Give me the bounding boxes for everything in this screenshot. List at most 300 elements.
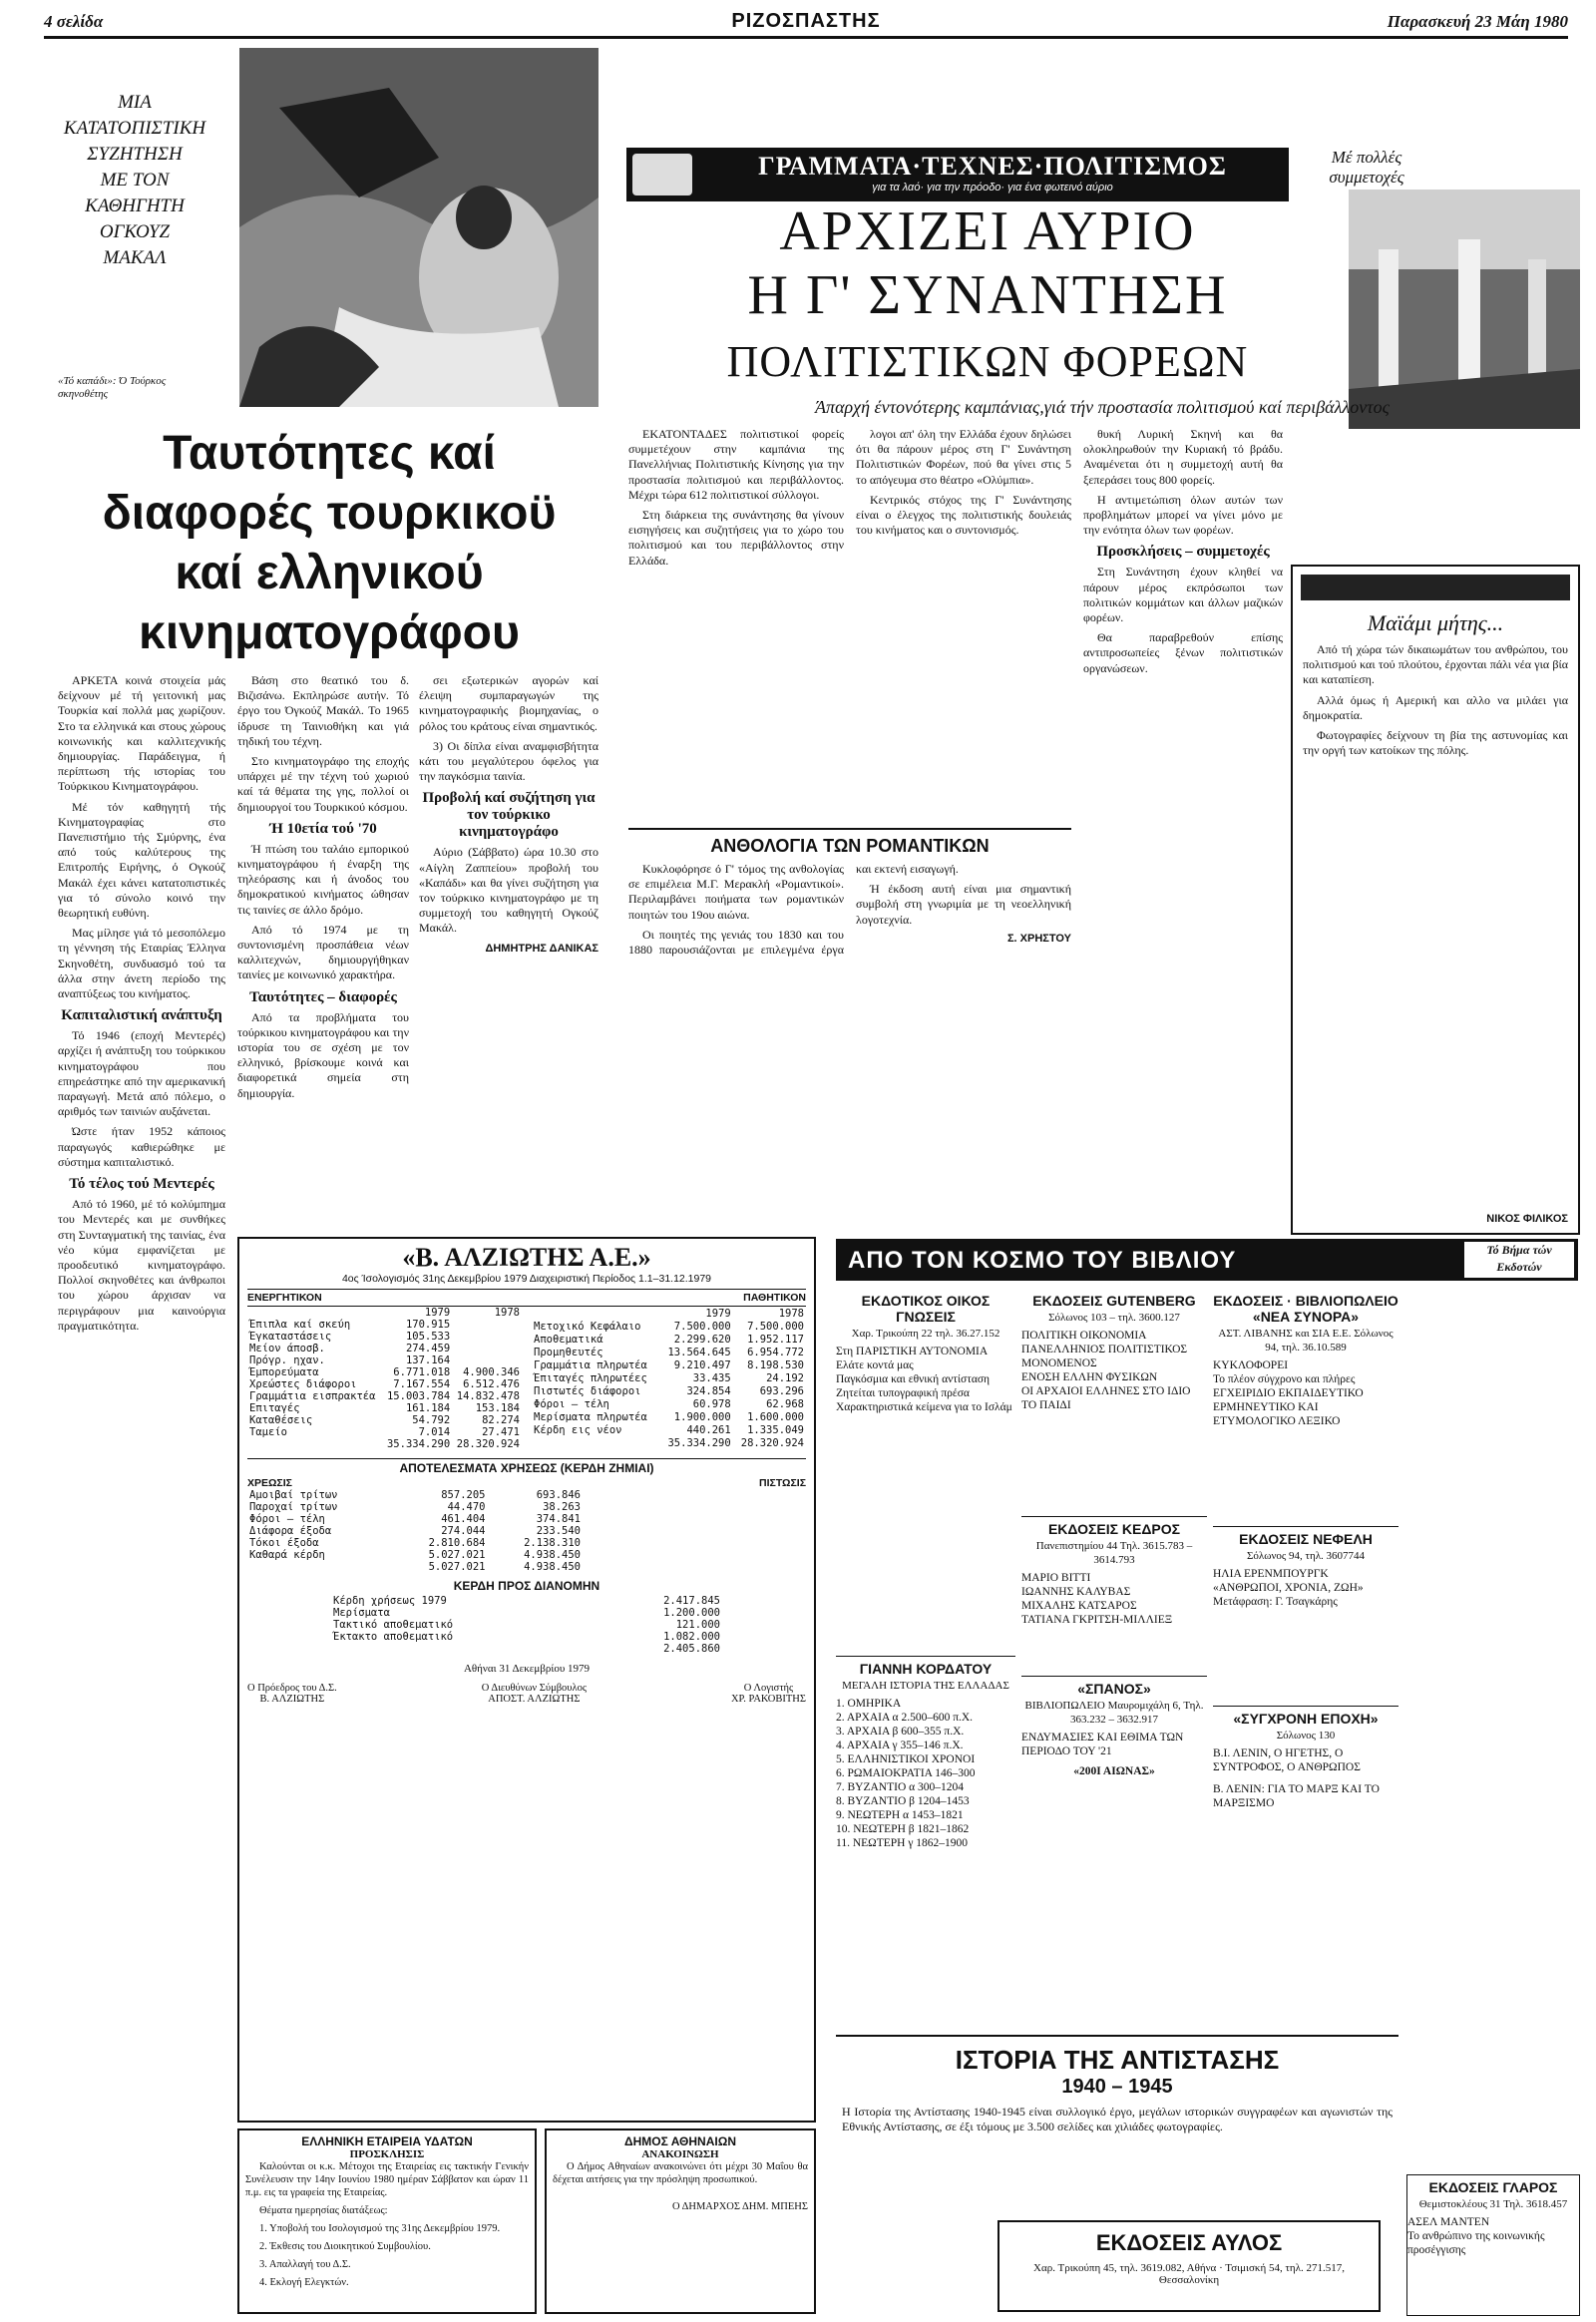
page-header — [44, 10, 1568, 39]
table-cell: Κέρδη χρήσεως 1979 — [333, 1595, 447, 1607]
table-cell: 5.027.021 — [428, 1561, 486, 1573]
publisher-item: ΑΣΕΛ ΜΑΝΤΕΝ — [1407, 2216, 1490, 2228]
table-cell: Γραμμάτια εισπρακτέα — [249, 1390, 376, 1402]
publisher-name: ΕΚΔΟΣΕΙΣ ΓΛΑΡΟΣ — [1428, 2179, 1558, 2195]
banner-emblem — [632, 154, 692, 195]
publisher-item: ΗΛΙΑ ΕΡΕΝΜΠΟΥΡΓΚ «ΑΝΘΡΩΠΟΙ, ΧΡΟΝΙΑ, ΖΩΗ» Μετάφραση: Γ. Τσαγκάρης — [1213, 1568, 1364, 1608]
publisher-item: Παγκόσμια και εθνική αντίσταση — [836, 1373, 991, 1385]
paragraph: 2. Έκθεσις του Διοικητικού Συμβουλίου. — [259, 2241, 431, 2252]
table-cell: Αποθεματικά — [534, 1333, 603, 1346]
paragraph: Ώστε ήταν 1952 κάποιος παραγωγός καθιερώθηκε με σύστημα καπιταλιστικό. — [58, 1124, 225, 1169]
paragraph: 3) Οι δίπλα είναι αναμφισβήτητα κάτι του μεγαλύτερου όφελος για την παγκόσμια ταινία. — [419, 738, 598, 784]
publisher-address: Σόλωνος 103 – τηλ. 3600.127 — [1048, 1312, 1180, 1324]
table-cell: 2.138.310 — [524, 1537, 581, 1549]
publisher-item: Ελάτε κοντά μας — [836, 1359, 914, 1371]
table-cell: 35.334.290 — [386, 1438, 451, 1450]
table-cell — [532, 1307, 659, 1320]
table-cell — [452, 1319, 522, 1331]
table-cell: 4.938.450 — [524, 1549, 581, 1561]
table-cell: Αμοιβαί τρίτων — [249, 1489, 338, 1501]
publisher-nefeli — [1213, 1526, 1398, 1697]
headline-line: Ταυτότητες καί — [163, 427, 496, 480]
table-cell: 15.003.784 — [386, 1390, 451, 1402]
signatory-name: ΑΠΟΣΤ. ΑΛΖΙΩΤΗΣ — [488, 1694, 581, 1705]
paragraph: Τό 1946 (εποχή Μεντερές) αρχίζει ή ανάπτυξη του τούρκικου κινηματογράφου που επηρεάστηκε από την αμερικανική παραγωγή. Μετά από πόλεμο, ο αριθμός των ταινιών αυξάνεται. — [58, 1028, 225, 1119]
publisher-kordatos — [836, 1656, 1015, 2036]
table-cell — [452, 1354, 522, 1366]
table-cell: 374.841 — [536, 1513, 581, 1525]
table-cell: 6.512.476 — [463, 1378, 520, 1390]
table-row — [247, 1525, 583, 1537]
alziotis-balance-ad — [237, 1237, 816, 2123]
publisher-address: Χαρ. Τρικούπη 22 τηλ. 36.27.152 — [851, 1328, 1000, 1340]
paragraph: Στη διάρκεια της συνάντησης θα γίνουν εισηγήσεις και συζητήσεις για το χώρο του πολιτισμού και του περιβάλλοντος στην Ελλάδα. — [628, 508, 844, 568]
place-date: Αθήναι 31 Δεκεμβρίου 1979 — [463, 1663, 591, 1675]
publisher-item: 10. ΝΕΩΤΕΡΗ β 1821–1862 — [836, 1823, 970, 1835]
table-cell: 857.205 — [441, 1489, 486, 1501]
paragraph: σει εξωτερικών αγορών καί έλειψη συμπαραγωγών της κινηματογραφικής βιομηχανίας, ο ρόλος του κράτους είναι σημαντικός. — [419, 673, 598, 733]
table-cell: 1.200.000 — [663, 1607, 720, 1619]
table-cell: 153.184 — [475, 1402, 520, 1414]
paragraph: Από τή χώρα τών δικαιωμάτων του ανθρώπου, του πολιτισμού και τού πλούτου, έρχονται πάλι νέα για βία και καταπίεση. — [1303, 642, 1568, 687]
culture-column-3 — [1083, 427, 1283, 1225]
paragraph: Από τα προβλήματα του τούρκικου κινηματογράφου και την ιστορία του σε σχέση με τον ελληνικό, βρίσκουμε κοινά και διαφορετικά σημεία στη δημιουργία. — [237, 1009, 409, 1100]
paragraph: 4. Εκλογή Ελεγκτών. — [259, 2277, 349, 2288]
table-cell: 1.082.000 — [663, 1631, 720, 1643]
table-cell: 27.471 — [482, 1426, 520, 1438]
table-cell: 60.978 — [692, 1398, 731, 1411]
publisher-address: ΜΕΓΑΛΗ ΙΣΤΟΡΙΑ ΤΗΣ ΕΛΛΑΔΑΣ — [842, 1680, 1009, 1692]
publisher-gutenberg — [1021, 1289, 1207, 1508]
table-row — [247, 1402, 522, 1414]
subheading: Ταυτότητες – διαφορές — [249, 988, 397, 1005]
publisher-item: 7. ΒΥΖΑΝΤΙΟ α 300–1204 — [836, 1781, 965, 1793]
column-logo — [1301, 575, 1570, 600]
paragraph: Από τό 1974 με τη συντονισμένη προσπάθεια νέων καλλιτεχνών, δημιουργήθηκαν ταινίες με κοινωνικό χαρακτήρα. — [237, 922, 409, 982]
publisher-item: ΠΟΛΙΤΙΚΗ ΟΙΚΟΝΟΜΙΑ — [1021, 1330, 1147, 1342]
publisher-item: Χαρακτηριστικά κείμενα για το Ισλάμ — [836, 1401, 1012, 1413]
table-cell: Ταμείο — [249, 1426, 287, 1438]
table-cell: Φόροι – τέλη — [249, 1513, 325, 1525]
table-cell: 13.564.645 — [667, 1346, 731, 1358]
avlos-title: ΕΚΔΟΣΕΙΣ ΑΥΛΟΣ — [1095, 2230, 1283, 2255]
paragraph: Μας μίλησε γιά τό μεσοπόλεμο τη γέννηση τής Εταιρίας Έλληνα Σκηνοθέτη, συνδυασμό τού τα άλλα στην άνετη περίοδο της αναπτύξεως του κινήματος. — [58, 926, 225, 1001]
books-banner-side: Τό Βήμα τών Εκδοτών — [1464, 1242, 1574, 1278]
table-cell: 1979 — [424, 1307, 451, 1319]
table-cell: 121.000 — [675, 1619, 720, 1631]
table-cell — [247, 1307, 382, 1319]
table-row — [532, 1398, 806, 1411]
banner-subtitle: για τα λαό· για την πρόοδο· για ένα φωτεινό αύριο — [872, 182, 1113, 194]
kicker-line: ΜΑΚΑΛ — [103, 247, 167, 268]
publisher-item: 2. ΑΡΧΑΙΑ α 2.500–600 π.Χ. — [836, 1712, 974, 1724]
publisher-gnoseis — [836, 1289, 1015, 1648]
publisher-name: ΕΚΔΟΣΕΙΣ · ΒΙΒΛΙΟΠΩΛΕΙΟ «ΝΕΑ ΣΥΝΟΡΑ» — [1213, 1293, 1398, 1325]
headline-line: διαφορές τουρκικοϋ — [102, 487, 557, 540]
page-number: 4 σελίδα — [44, 12, 104, 31]
table-cell: Μερίσματα πληρωτέα — [534, 1411, 647, 1424]
publisher-item: ΕΝΟΣΗ ΕΛΛΗΝ ΦΥΣΙΚΩΝ — [1021, 1371, 1158, 1383]
publisher-item: 11. ΝΕΩΤΕΡΗ γ 1862–1900 — [836, 1837, 969, 1849]
byline: ΝΙΚΟΣ ΦΙΛΙΚΟΣ — [1486, 1213, 1568, 1225]
culture-column-1 — [628, 427, 844, 826]
subheading: Ή 10ετία τού '70 — [269, 820, 377, 837]
table-row — [331, 1595, 722, 1607]
table-cell: Έγκαταστάσεις — [249, 1331, 332, 1343]
pl-credit-label: ΠΙΣΤΩΣΙΣ — [759, 1477, 806, 1489]
publisher-item: ΕΝΔΥΜΑΣΙΕΣ ΚΑΙ ΕΘΙΜΑ ΤΩΝ ΠΕΡΙΟΔΟ ΤΟΥ '21 — [1021, 1732, 1184, 1757]
table-cell: 5.027.021 — [428, 1549, 486, 1561]
table-cell: 1.335.049 — [747, 1424, 804, 1437]
kicker-line: ΜΙΑ — [118, 92, 152, 113]
table-row — [247, 1378, 522, 1390]
history-resistance-ad — [836, 2035, 1398, 2216]
table-cell: 38.263 — [543, 1501, 581, 1513]
table-row — [247, 1414, 522, 1426]
kicker — [60, 90, 209, 271]
ad-subtitle: 4ος Ίσολογισμός 31ης Δεκεμβρίου 1979 Διαχειριστική Περίοδος 1.1–31.12.1979 — [341, 1273, 712, 1285]
table-cell: Παροχαί τρίτων — [249, 1501, 338, 1513]
headline-line: καί ελληνικού — [175, 547, 484, 599]
table-cell: 440.261 — [686, 1424, 731, 1437]
table-cell: 44.470 — [447, 1501, 486, 1513]
table-row — [247, 1307, 522, 1319]
table-cell: 161.184 — [405, 1402, 451, 1414]
table-cell — [532, 1437, 659, 1450]
table-row — [247, 1390, 522, 1402]
participation-label: Μέ πολλές συμμετοχές — [1329, 148, 1404, 187]
culture-photo — [1349, 190, 1580, 429]
paragraph: Κυκλοφόρησε ό Γ' τόμος της ανθολογίας σε επιμέλεια Μ.Γ. Μερακλή «Ρομαντικοί». Περιλαμβάνει ποιήματα των ρομαντικών ποιητών του 19ου αιώνα. — [628, 862, 844, 922]
distribution-table — [331, 1595, 722, 1655]
table-cell: 7.167.554 — [393, 1378, 451, 1390]
table-row — [247, 1343, 522, 1354]
signatory-name: Β. ΑΛΖΙΩΤΗΣ — [259, 1694, 325, 1705]
table-cell: 2.299.620 — [673, 1333, 731, 1346]
history-years: 1940 – 1945 — [1061, 2076, 1173, 2098]
article-column-1 — [58, 673, 225, 2319]
signatory-name: ΧΡ. ΡΑΚΟΒΙΤΗΣ — [730, 1694, 806, 1705]
paragraph: Αύριο (Σάββατο) ώρα 10.30 στο «Αίγλη Ζαππείου» προβολή του «Καπάδι» και θα γίνει συζήτηση για τον τούρκικο κινηματογράφο με τη συμμετοχή του καθηγητή Ογκούζ Μακάλ. — [419, 845, 598, 936]
publisher-item: ΟΙ ΑΡΧΑΙΟΙ ΕΛΛΗΝΕΣ ΣΤΟ ΙΔΙΟ ΤΟ ΠΑΙΔΙ — [1021, 1385, 1191, 1411]
table-row — [247, 1489, 583, 1501]
table-row — [532, 1411, 806, 1424]
signatory-role: Ο Πρόεδρος του Δ.Σ. — [247, 1683, 337, 1694]
table-cell: 1978 — [494, 1307, 520, 1319]
table-cell: 233.540 — [536, 1525, 581, 1537]
publisher-item: 4. ΑΡΧΑΙΑ γ 355–146 π.Χ. — [836, 1740, 964, 1751]
anthology-text — [628, 862, 1071, 1201]
publisher-item: 8. ΒΥΖΑΝΤΙΟ β 1204–1453 — [836, 1795, 970, 1807]
table-row — [247, 1537, 583, 1549]
table-cell: 105.533 — [405, 1331, 451, 1343]
publisher-name: ΕΚΔΟΣΕΙΣ ΚΕΔΡΟΣ — [1047, 1521, 1181, 1537]
table-row — [331, 1619, 722, 1631]
history-title: ΙΣΤΟΡΙΑ ΤΗΣ ΑΝΤΙΣΤΑΣΗΣ — [955, 2045, 1280, 2075]
table-row — [532, 1371, 806, 1384]
paragraph: Στο κινηματογράφο της εποχής υπάρχει μέ την τέχνη τού χωριού καί τά θέματα της γης, πολλοί οι δημιουργοί του Τουρκικού κόσμου. — [237, 754, 409, 814]
notice-signature: Ο ΔΗΜΑΡΧΟΣ ΔΗΜ. ΜΠΕΗΣ — [672, 2201, 808, 2212]
publisher-item: Το πλέον σύγχρονο και πλήρες ΕΓΧΕΙΡΙΔΙΟ ΕΚΠΑΙΔΕΥΤΙΚΟ — [1213, 1373, 1364, 1399]
photo-caption: «Τό καπάδι»: Ό Τούρκος σκηνοθέτης — [58, 375, 167, 400]
publisher-address: Πανεπιστημίου 44 Τηλ. 3615.783 – 3614.793 — [1035, 1540, 1193, 1566]
liabilities-table — [532, 1307, 806, 1450]
table-cell — [247, 1438, 382, 1450]
subheading: Τό τέλος τού Μεντερές — [69, 1176, 214, 1193]
culture-headline-3: ΠΟΛΙΤΙΣΤΙΚΩΝ ΦΟΡΕΩΝ — [726, 337, 1249, 386]
publisher-item: Το ανθρώπινο της κοινωνικής προσέγγισης — [1407, 2230, 1545, 2256]
table-cell: Επιταγές — [249, 1402, 300, 1414]
paragraph: ΕΚΑΤΟΝΤΑΔΕΣ πολιτιστικοί φορείς συμμετέχουν στην καμπάνια της Πανελλήνιας Πολιτιστικής Κίνησης για την προστασία πολιτισμού και περιβάλλοντος. Μέχρι τώρα 612 πολιτιστικοί σύλλογοι. — [628, 427, 844, 502]
publisher-item: ΚΥΚΛΟΦΟΡΕΙ — [1213, 1359, 1289, 1371]
pl-debit-label: ΧΡΕΩΣΙΣ — [247, 1477, 292, 1489]
table-cell: Μείον άποσβ. — [249, 1343, 325, 1354]
publisher-item: Β. ΛΕΝΙΝ: ΓΙΑ ΤΟ ΜΑΡΞ ΚΑΙ ΤΟ ΜΑΡΞΙΣΜΟ — [1213, 1783, 1380, 1809]
avlos-publisher-ad — [998, 2220, 1381, 2312]
table-cell: Κέρδη εις νέον — [534, 1424, 622, 1437]
signatory-role: Ο Λογιστής — [743, 1683, 794, 1694]
newspaper-name: ΡΙΖΟΣΠΑΣΤΗΣ — [731, 10, 881, 32]
table-cell: Έμπορεύματα — [249, 1366, 319, 1378]
table-cell: 693.846 — [536, 1489, 581, 1501]
film-photo — [239, 48, 598, 407]
table-row — [532, 1320, 806, 1333]
paragraph: Από τό 1960, μέ τό κολύμπημα του Μεντερές και με συνθήκες στη Συνταγματική της ταινίας, ένα νέο κύμα εμφανίζεται με προοδευτικό κινηματογράφο. Πολλοί σκηνοθέτες και άνθρωποι του χώρου άρχισαν να περιγράφουν μια καινούργια πραγματικότητα. — [58, 1197, 225, 1333]
publisher-address: Σόλωνος 130 — [1276, 1730, 1336, 1742]
dist-title: ΚΕΡΔΗ ΠΡΟΣ ΔΙΑΝΟΜΗΝ — [453, 1579, 600, 1593]
notice-subtitle: ΠΡΟΣΚΛΗΣΙΣ — [349, 2148, 425, 2160]
table-cell: 7.014 — [418, 1426, 451, 1438]
headline-line: κινηματογράφου — [139, 606, 520, 659]
paragraph: λογοι απ' όλη την Ελλάδα έχουν δηλώσει ότι θα πάρουν μέρος στη Γ' Συνάντηση Πολιτιστικών Φορέων, πού θα γίνει στις 5 το απόγευμα στο θέατρο «Ολύμπια». — [856, 427, 1071, 487]
paragraph: Κεντρικός στόχος της Γ' Συνάντησης είναι ο έλεγχος της πολιτιστικής δουλειάς του κινήματος και ο συντονισμός. — [856, 492, 1071, 538]
publisher-name: ΓΙΑΝΝΗ ΚΟΡΔΑΤΟΥ — [859, 1661, 993, 1677]
table-cell: 693.296 — [759, 1385, 804, 1397]
publisher-item: 1. ΟΜΗΡΙΚΑ — [836, 1698, 902, 1710]
table-cell: 24.192 — [766, 1371, 804, 1384]
publisher-kedros — [1021, 1516, 1207, 1667]
table-cell — [247, 1561, 392, 1573]
table-cell: 1.952.117 — [747, 1333, 804, 1346]
paragraph: 3. Απαλλαγή του Δ.Σ. — [259, 2259, 351, 2270]
table-cell: 9.210.497 — [673, 1358, 731, 1371]
notice-title: ΔΗΜΟΣ ΑΘΗΝΑΙΩΝ — [623, 2134, 736, 2148]
anthology-divider — [628, 828, 1071, 830]
paragraph: Φωτογραφίες δείχνουν τη βία της αστυνομίας και την οργή των κατοίκων της πόλης. — [1303, 728, 1568, 758]
kicker-line: ΚΑΤΑΤΟΠΙΣΤΙΚΗ — [63, 118, 206, 139]
publisher-synchroni-epochi — [1213, 1706, 1398, 2006]
liabilities-header: ΠΑΘΗΤΙΚΟΝ — [743, 1292, 806, 1304]
history-text: Η Ιστορία της Αντίστασης 1940-1945 είναι συλλογικό έργο, μεγάλων ιστορικών συγγραφέων και αγωνιστών της Εθνικής Αντίστασης, σε έξι τόμους με 3.500 σελίδες και χιλιάδες φωτογραφίες. — [842, 2105, 1393, 2134]
table-cell: Διάφορα έξοδα — [249, 1525, 332, 1537]
publisher-item: ΜΙΧΑΛΗΣ ΚΑΤΣΑΡΟΣ — [1021, 1600, 1137, 1612]
table-row — [247, 1354, 522, 1366]
publisher-name: ΕΚΔΟΣΕΙΣ GUTENBERG — [1032, 1293, 1196, 1309]
publisher-spanos — [1021, 1676, 1207, 1876]
table-row — [247, 1513, 583, 1525]
table-cell: Φόροι – τέλη — [534, 1398, 609, 1411]
paragraph: Θα παραβρεθούν επίσης αντιπροσωπείες ξένων πολιτιστικών οργανώσεων. — [1083, 630, 1283, 675]
table-cell: 4.900.346 — [463, 1366, 520, 1378]
table-cell: 8.198.530 — [747, 1358, 804, 1371]
paragraph: Θέματα ημερησίας διατάξεως: — [259, 2205, 388, 2216]
table-cell: 274.044 — [441, 1525, 486, 1537]
paragraph: 1. Υποβολή του Ισολογισμού της 31ης Δεκεμβρίου 1979. — [259, 2223, 501, 2234]
paragraph: Αλλά όμως ή Αμερική και αλλο να μιλάει για δημοκρατία. — [1303, 692, 1568, 722]
table-cell: 62.968 — [766, 1398, 804, 1411]
table-cell: 14.832.478 — [456, 1390, 520, 1402]
table-cell: 2.810.684 — [428, 1537, 486, 1549]
culture-headline-1: ΑΡΧΙΖΕΙ ΑΥΡΙΟ — [779, 200, 1196, 262]
publisher-address: ΒΙΒΛΙΟΠΩΛΕΙΟ Μαυρομιχάλη 6, Τηλ. 363.232 – 3632.917 — [1024, 1700, 1204, 1726]
table-cell: 54.792 — [412, 1414, 451, 1426]
table-row — [247, 1438, 522, 1450]
publisher-glaros — [1406, 2174, 1580, 2316]
table-cell: Έκτακτο αποθεματικό — [333, 1631, 454, 1643]
publisher-item: ΠΑΝΕΛΛΗΝΙΟΣ ΠΟΛΙΤΙΣΤΙΚΟΣ ΜΟΝΟΜΕΝΟΣ — [1021, 1344, 1188, 1369]
table-row — [247, 1331, 522, 1343]
table-cell: Μετοχικό Κεφάλαιο — [534, 1320, 641, 1333]
table-cell: Χρεώστες διάφοροι — [249, 1378, 357, 1390]
table-cell: 33.435 — [692, 1371, 731, 1384]
paragraph: Στη Συνάντηση έχουν κληθεί να πάρουν μέρος εκπρόσωποι των πολιτικών κομμάτων και άλλων μαζικών φορέων. — [1083, 565, 1283, 625]
headline — [60, 424, 598, 663]
banner-title: ΓΡΑΜΜΑΤΑ·ΤΕΧΝΕΣ·ΠΟΛΙΤΙΣΜΟΣ — [758, 152, 1227, 181]
publisher-item: 6. ΡΩΜΑΙΟΚΡΑΤΙΑ 146–300 — [836, 1767, 976, 1779]
table-row — [532, 1333, 806, 1346]
publisher-address: Σόλωνος 94, τηλ. 3607744 — [1246, 1550, 1366, 1562]
table-cell: Έπιταγές πληρωτέες — [534, 1371, 647, 1384]
table-row — [247, 1501, 583, 1513]
pl-table — [247, 1489, 583, 1573]
table-cell: Τακτικό αποθεματικό — [333, 1619, 454, 1631]
publisher-address: Θεμιστοκλέους 31 Τηλ. 3618.457 — [1418, 2198, 1568, 2210]
table-cell: 28.320.924 — [456, 1438, 520, 1450]
assets-table — [247, 1307, 522, 1450]
water-company-notice — [237, 2128, 537, 2314]
table-cell: Έπιπλα καί σκεύη — [249, 1319, 351, 1331]
publisher-name: ΕΚΔΟΣΕΙΣ ΝΕΦΕΛΗ — [1239, 1531, 1373, 1547]
table-cell: 137.164 — [405, 1354, 451, 1366]
signatory-role: Ο Διευθύνων Σύμβουλος — [481, 1683, 587, 1694]
table-row — [247, 1319, 522, 1331]
publisher-item: «200Ι ΑΙΩΝΑΣ» — [1073, 1765, 1155, 1777]
table-cell: 6.954.772 — [747, 1346, 804, 1358]
municipality-notice — [545, 2128, 816, 2314]
table-row — [532, 1346, 806, 1358]
publisher-item: 5. ΕΛΛΗΝΙΣΤΙΚΟΙ ΧΡΟΝΟΙ — [836, 1753, 976, 1765]
paragraph: θυκή Λυρική Σκηνή και θα ολοκληρωθούν την Κυριακή τό βράδυ. Αναμένεται ότι η συμμετοχή αυτή θα ξεπεράσει τους 800 φορείς. — [1083, 427, 1283, 487]
table-cell: 4.938.450 — [524, 1561, 581, 1573]
kicker-line: ΚΑΘΗΓΗΤΗ — [85, 195, 185, 216]
table-cell: Μερίσματα — [333, 1607, 390, 1619]
table-cell: 170.915 — [405, 1319, 451, 1331]
table-cell: 28.320.924 — [740, 1437, 804, 1450]
table-cell: 2.405.860 — [663, 1643, 720, 1655]
kicker-line: ΣΥΖΗΤΗΣΗ — [87, 144, 183, 165]
table-cell: 324.854 — [686, 1385, 731, 1397]
table-cell: Γραμμάτια πληρωτέα — [534, 1358, 647, 1371]
publisher-name: ΕΚΔΟΤΙΚΟΣ ΟΙΚΟΣ ΓΝΩΣΕΙΣ — [861, 1293, 991, 1325]
table-row — [532, 1424, 806, 1437]
books-banner — [836, 1239, 1578, 1281]
table-cell — [452, 1343, 522, 1354]
table-row — [532, 1384, 806, 1397]
publisher-item: ΤΑΤΙΑΝΑ ΓΚΡΙΤΣΗ-ΜΙΛΛΙΕΞ — [1021, 1614, 1173, 1626]
article-column-3 — [419, 673, 598, 1332]
avlos-address: Χαρ. Τρικούπη 45, τηλ. 3619.082, Αθήνα · Τσιμισκή 54, τηλ. 271.517, Θεσσαλονίκη — [1033, 2262, 1345, 2286]
table-cell — [452, 1331, 522, 1343]
publisher-item: ΙΩΑΝΝΗΣ ΚΑΛΥΒΑΣ — [1021, 1586, 1131, 1598]
byline: ΔΗΜΗΤΡΗΣ ΔΑΝΙΚΑΣ — [485, 942, 598, 955]
anthology-title: ΑΝΘΟΛΟΓΙΑ ΤΩΝ ΡΟΜΑΝΤΙΚΩΝ — [710, 836, 990, 856]
table-row — [532, 1307, 806, 1320]
publisher-nea-synora — [1213, 1289, 1398, 1518]
culture-deck: Άπαρχή έντονότερης καμπάνιας,γιά τήν προστασία πολιτισμού καί περιβάλλοντος — [815, 397, 1390, 417]
table-row — [247, 1561, 583, 1573]
culture-headline-2: Η Γ' ΣΥΝΑΝΤΗΣΗ — [747, 264, 1228, 326]
table-cell: 461.404 — [441, 1513, 486, 1525]
table-cell: 7.500.000 — [747, 1320, 804, 1333]
paragraph: Ο Δήμος Αθηναίων ανακοινώνει ότι μέχρι 30 Μαΐου θα δέχεται αιτήσεις για την πρόσληψη προσωπικού. — [553, 2161, 808, 2185]
ad-title: «Β. ΑΛΖΙΩΤΗΣ Α.Ε.» — [402, 1243, 651, 1272]
publisher-item: Στη ΠΑΡΙΣΤΙΚΗ ΑΥΤΟΝΟΜΙΑ — [836, 1346, 989, 1357]
publisher-item: Ζητείται τυπογραφική πρέσα — [836, 1387, 970, 1399]
paragraph: Οι ποιητές της γενιάς του 1830 και του 1880 παρουσιάζονται με επιλεγμένα έργα και εκτενή εισαγωγή. — [628, 862, 959, 958]
table-cell: Πρόγρ. ηχαν. — [249, 1354, 325, 1366]
table-cell: 7.500.000 — [673, 1320, 731, 1333]
table-row — [247, 1426, 522, 1438]
table-cell: 1979 — [705, 1307, 731, 1320]
assets-header: ΕΝΕΡΓΗΤΙΚΟΝ — [247, 1292, 322, 1304]
publisher-name: «ΣΥΓΧΡΟΝΗ ΕΠΟΧΗ» — [1233, 1711, 1379, 1727]
table-cell: Τόκοι έξοδα — [249, 1537, 319, 1549]
publisher-item: Β.Ι. ΛΕΝΙΝ, Ο ΗΓΕΤΗΣ, Ο ΣΥΝΤΡΟΦΟΣ, Ο ΑΝΘΡΩΠΟΣ — [1213, 1747, 1361, 1773]
publisher-item: 9. ΝΕΩΤΕΡΗ α 1453–1821 — [836, 1809, 964, 1821]
subheading: Προβολή καί συζήτηση για τον τούρκικο κινηματογράφο — [422, 790, 596, 841]
table-row — [331, 1607, 722, 1619]
notice-subtitle: ΑΝΑΚΟΙΝΩΣΗ — [641, 2148, 719, 2160]
table-cell: 274.459 — [405, 1343, 451, 1354]
paragraph: ΑΡΚΕΤΑ κοινά στοιχεία μάς δείχνουν μέ τή γειτονική μας Τουρκία καί πολλά μας χωρίζουν. Στο τα ελληνικά και στους χώρους κοινωνικής και καλλιτεχνικής δημιουργίας. Παράδειγμα, ή περίπτωση τής ιστορίας του Τούρκικου Κινηματογράφου. — [58, 673, 225, 794]
paragraph: Βάση στο θεατικό του δ. Βιζισάνω. Εκπληρώσε αυτήν. Τό έργο του Όγκούζ Μακάλ. Το 1965 ίδρυσε τη Ταινιοθήκη και γιά τηδική του τέχνη. — [237, 673, 409, 748]
publisher-item: ΕΡΜΗΝΕΥΤΙΚΟ ΚΑΙ ΕΤΥΜΟΛΟΓΙΚΟ ΛΕΞΙΚΟ — [1213, 1401, 1341, 1427]
table-row — [532, 1437, 806, 1450]
books-banner-title: ΑΠΟ ΤΟΝ ΚΟΣΜΟ ΤΟΥ ΒΙΒΛΙΟΥ — [848, 1247, 1237, 1274]
paragraph: Μέ τόν καθηγητή τής Κινηματογραφίας στο Πανεπιστήμιο τής Σμύρνης, ένα από τούς καλύτερους της Επιτροπής Ειρήνης, ό Ογκούζ Μακάλ έχει κάνει κατατοπιστικές για τό σύνολο κοινό την θεωρητική ευθύνη. — [58, 799, 225, 921]
kicker-line: ΜΕ ΤΟΝ — [100, 170, 170, 191]
table-cell: Πιστωτές διάφοροι — [534, 1385, 641, 1397]
publisher-address: ΑΣΤ. ΛΙΒΑΝΗΣ και ΣΙΑ Ε.Ε. Σόλωνος 94, τηλ. 36.10.589 — [1218, 1328, 1394, 1354]
table-cell: Προμηθευτές — [534, 1346, 603, 1358]
table-cell: 1.600.000 — [747, 1411, 804, 1424]
culture-banner — [626, 148, 1289, 201]
table-cell: 82.274 — [482, 1414, 520, 1426]
issue-date: Παρασκευή 23 Μάη 1980 — [1387, 12, 1568, 31]
paragraph: Η αντιμετώπιση όλων αυτών των προβλημάτων μπορεί να γίνει μόνο με την ενότητα όλων των φορέων. — [1083, 492, 1283, 538]
table-cell: Καθαρά κέρδη — [249, 1549, 325, 1561]
table-row — [532, 1358, 806, 1371]
table-cell: 2.417.845 — [663, 1595, 720, 1607]
table-row — [331, 1631, 722, 1643]
subheading: Προσκλήσεις – συμμετοχές — [1096, 544, 1270, 561]
table-row — [247, 1549, 583, 1561]
byline: Σ. ΧΡΗΣΤΟΥ — [1006, 932, 1071, 945]
table-row — [331, 1643, 722, 1655]
paragraph: Καλούνται οι κ.κ. Μέτοχοι της Εταιρείας εις τακτικήν Γενικήν Συνέλευσιν την 14ην Ιουνίου 1980 ημέραν Σάββατον και ώραν 11 π.μ. εις τα γραφεία της Εταιρείας. — [245, 2161, 529, 2198]
table-cell: 6.771.018 — [393, 1366, 451, 1378]
culture-column-2 — [856, 427, 1071, 826]
